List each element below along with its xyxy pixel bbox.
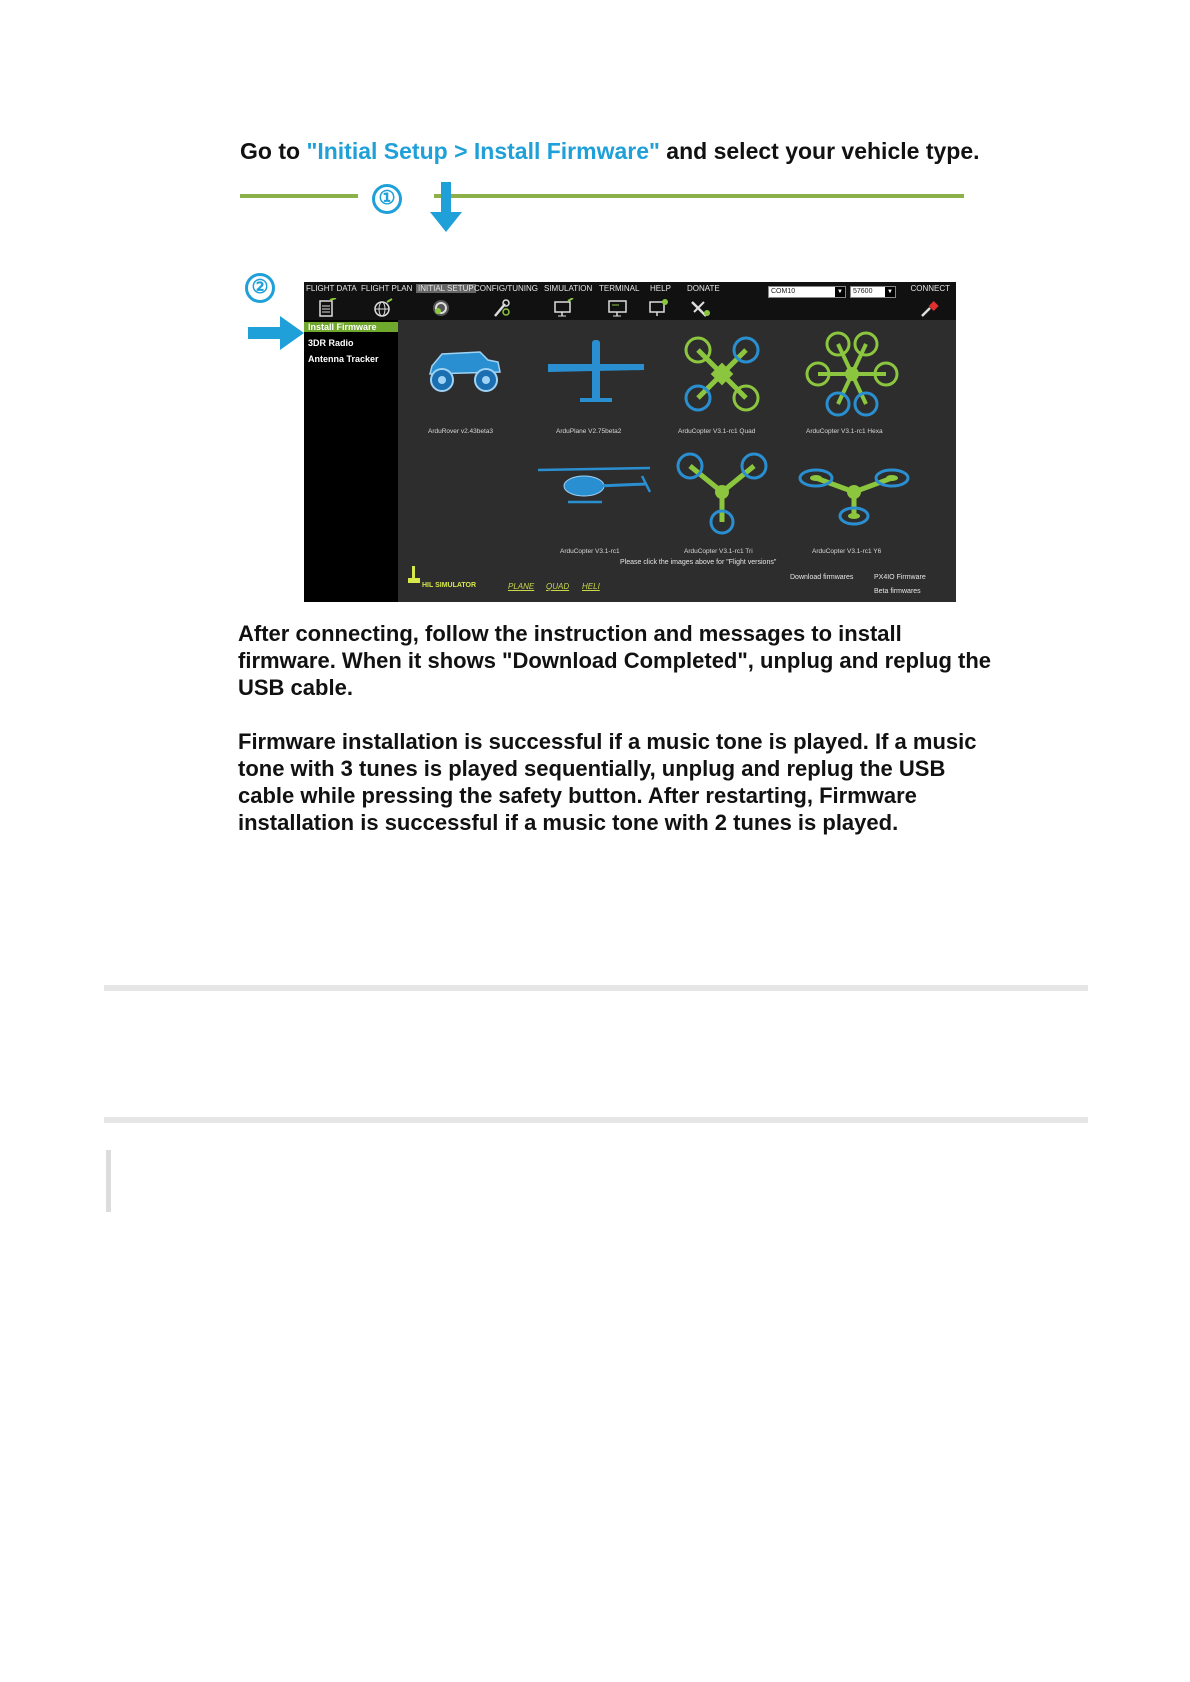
vehicle-label-tri: ArduCopter V3.1-rc1 Tri bbox=[684, 548, 753, 555]
para2-line3: cable while pressing the safety button. After restarting, Firmware bbox=[238, 783, 917, 808]
section-divider-top bbox=[104, 985, 1088, 991]
joystick-icon bbox=[408, 566, 420, 584]
hexa-icon[interactable] bbox=[804, 330, 900, 418]
vehicle-label-rover: ArduRover v2.43beta3 bbox=[428, 428, 494, 435]
mission-planner-screenshot bbox=[304, 282, 956, 602]
para2-line4: installation is successful if a music tone with 2 tunes is played. bbox=[238, 810, 899, 835]
donate-icon[interactable] bbox=[690, 298, 712, 318]
vehicle-label-heli: ArduCopter V3.1-rc1 bbox=[560, 548, 620, 555]
right-arrow-icon bbox=[248, 316, 304, 350]
step-one-marker: ① bbox=[372, 184, 402, 214]
menu-donate[interactable]: DONATE bbox=[687, 284, 720, 293]
vehicle-label-hexa: ArduCopter V3.1-rc1 Hexa bbox=[806, 428, 883, 435]
down-arrow-icon bbox=[428, 182, 464, 234]
connect-label[interactable]: CONNECT bbox=[910, 284, 950, 293]
config-tuning-icon[interactable] bbox=[491, 298, 513, 318]
mp-sidebar bbox=[304, 320, 398, 602]
para1-line2: firmware. When it shows "Download Completed", unplug and replug the bbox=[238, 648, 991, 673]
sim-link-quad[interactable]: QUAD bbox=[546, 582, 570, 591]
chevron-down-icon: ▼ bbox=[835, 287, 845, 297]
success-instructions bbox=[238, 728, 976, 836]
sidebar-item-3dr-radio[interactable]: 3DR Radio bbox=[308, 338, 354, 348]
chevron-down-icon: ▼ bbox=[885, 287, 895, 297]
initial-setup-icon[interactable] bbox=[430, 298, 452, 318]
vehicle-label-y6: ArduCopter V3.1-rc1 Y6 bbox=[812, 548, 882, 555]
menu-flight-data[interactable]: FLIGHT DATA bbox=[306, 284, 357, 293]
help-icon[interactable] bbox=[648, 298, 670, 318]
flight-plan-icon[interactable] bbox=[372, 298, 394, 318]
sim-link-heli[interactable]: HELI bbox=[582, 582, 600, 591]
rover-icon[interactable] bbox=[422, 346, 506, 394]
sidebar-item-install-firmware[interactable]: Install Firmware bbox=[304, 322, 398, 332]
para1-line3: USB cable. bbox=[238, 675, 353, 700]
menu-help[interactable]: HELP bbox=[650, 284, 671, 293]
com-port-select[interactable] bbox=[768, 286, 846, 298]
section-divider-bottom bbox=[104, 1117, 1088, 1123]
connect-instructions bbox=[238, 620, 991, 701]
simulation-icon[interactable] bbox=[553, 298, 575, 318]
plane-icon[interactable] bbox=[548, 338, 644, 406]
green-divider-left bbox=[240, 194, 358, 198]
plug-icon[interactable] bbox=[920, 298, 942, 318]
menu-config-tuning[interactable]: CONFIG/TUNING bbox=[474, 284, 538, 293]
download-firmwares-link[interactable]: Download firmwares bbox=[790, 574, 854, 581]
flight-versions-note: Please click the images above for "Flight versions" bbox=[620, 559, 777, 566]
menu-initial-setup[interactable]: INITIAL SETUP bbox=[418, 284, 474, 293]
menu-flight-plan[interactable]: FLIGHT PLAN bbox=[361, 284, 413, 293]
sim-link-plane[interactable]: PLANE bbox=[508, 582, 535, 591]
para2-line1: Firmware installation is successful if a music tone is played. If a music bbox=[238, 729, 977, 754]
px4io-firmware-link[interactable]: PX4IO Firmware bbox=[874, 574, 926, 581]
green-divider-right bbox=[434, 194, 964, 198]
y6-icon[interactable] bbox=[798, 458, 910, 528]
heading-prefix: Go to bbox=[240, 138, 307, 164]
heading-highlight: "Initial Setup > Install Firmware" bbox=[306, 138, 660, 164]
menu-terminal[interactable]: TERMINAL bbox=[599, 284, 640, 293]
mp-toolbar bbox=[304, 282, 956, 320]
baud-rate-value: 57600 bbox=[853, 288, 873, 295]
step-two-marker: ② bbox=[245, 273, 275, 303]
vehicle-label-plane: ArduPlane V2.75beta2 bbox=[556, 428, 622, 435]
terminal-icon[interactable] bbox=[607, 298, 629, 318]
tri-icon[interactable] bbox=[674, 452, 770, 536]
com-port-value: COM10 bbox=[771, 288, 796, 295]
para2-line2: tone with 3 tunes is played sequentially, unplug and replug the USB bbox=[238, 756, 946, 781]
heli-icon[interactable] bbox=[538, 464, 656, 510]
instruction-heading bbox=[240, 138, 980, 165]
heading-suffix: and select your vehicle type. bbox=[659, 138, 980, 164]
baud-rate-select[interactable] bbox=[850, 286, 896, 298]
para1-line1: After connecting, follow the instruction and messages to install bbox=[238, 621, 902, 646]
hil-simulator-label: HIL SIMULATOR bbox=[422, 582, 477, 589]
sidebar-item-antenna-tracker[interactable]: Antenna Tracker bbox=[308, 354, 379, 364]
blockquote-bar bbox=[106, 1150, 111, 1212]
vehicle-label-quad: ArduCopter V3.1-rc1 Quad bbox=[678, 428, 756, 435]
beta-firmwares-link[interactable]: Beta firmwares bbox=[874, 588, 921, 595]
quad-icon[interactable] bbox=[682, 334, 762, 414]
menu-simulation[interactable]: SIMULATION bbox=[544, 284, 593, 293]
flight-data-icon[interactable] bbox=[316, 298, 338, 318]
